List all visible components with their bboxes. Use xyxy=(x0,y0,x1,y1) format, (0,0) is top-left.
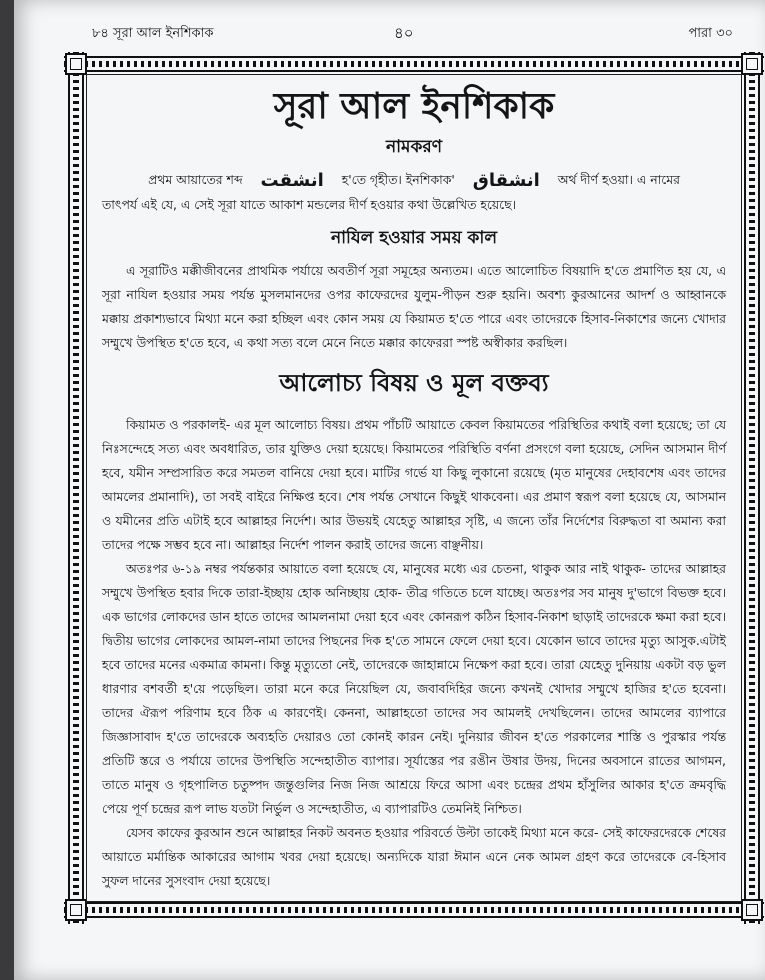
surah-title: সূরা আল ইনশিকাক xyxy=(273,85,555,127)
naming-heading: নামকরণ xyxy=(385,137,443,157)
page-number: ৪০ xyxy=(394,24,414,42)
subject-paragraph-1: কিয়ামত ও পরকালই- এর মূল আলোচ্য বিষয়। প্রথম পাঁচটি আয়াতে কেবল কিয়ামতের পরিস্থিতির কথাই বলা হয়েছে; তা যে নিঃসন্দেহে সত্য এবং অবধারিত, তার যুক্তিও দেয়া হয়েছে। কিয়ামতের পরিস্থিতি বর্ণনা প্রসংগে বলা হয়েছে, সেদিন আসমান দীর্ণ হবে, যমীন সম্প্রসারিত করে সমতল বানিয়ে দেয়া হবে। মাটির গর্ভে যা কিছু লুকানো রয়েছে (মৃত মানুষের দেহাবশেষ এবং তাদের আমলের প্রমানাদি), তা সবই বাইরে নিক্ষিপ্ত হবে। শেষ পর্যন্ত সেখানে কিছুই থাকবেনা। এর প্রমাণ স্বরূপ বলা হয়েছে যে, আসমান ও যমীনের প্রতি এটাই হবে আল্লাহর নির্দেশ। আর উভয়ই যেহেতু আল্লাহর সৃষ্টি, এ জন্যে তাঁর নির্দেশের বিরুদ্ধতা বা অমান্য করা তাদের পক্ষে সম্ভব হবে না। আল্লাহর নির্দেশ পালন করাই তাদের জন্যে বাঞ্ছনীয়। xyxy=(102,416,726,552)
book-page xyxy=(14,0,765,980)
naming-text-a: প্রথম আয়াতের শব্দ xyxy=(148,172,243,187)
arabic-word-inshaqqat: انشقت xyxy=(260,169,324,191)
subject-paragraph-3: যেসব কাফের কুরআন শুনে আল্লাহর নিকট অবনত হওয়ার পরিবর্তে উল্টা তাকেই মিথ্যা মনে করে- সেই কাফেরদেরকে শেষের আয়াতে মর্মান্তিক আকারের আগাম খবর দেয়া হয়েছে। অন্যদিকে যারা ঈমান এনে নেক আমল গ্রহণ করে তাদেরকে বে-হিসাব সুফল দানের সুসংবাদ দেয়া হয়েছে। xyxy=(102,824,726,888)
naming-line-1 xyxy=(102,168,726,193)
revelation-heading: নাযিল হওয়ার সময় কাল xyxy=(330,227,498,248)
arabic-word-inshiqaq: انشقاق xyxy=(472,169,540,191)
frame-corner-ornament xyxy=(741,899,763,921)
frame-corner-ornament xyxy=(741,53,763,75)
naming-text-c: অর্থ দীর্ণ হওয়া। এ নামের xyxy=(557,172,680,187)
naming-line-2: তাৎপর্য এই যে, এ সেই সূরা যাতে আকাশ মন্ডলের দীর্ণ হওয়ার কথা উল্লেখিত হয়েছে। xyxy=(102,196,517,212)
frame-corner-ornament xyxy=(65,899,87,921)
decorative-frame xyxy=(64,52,764,924)
frame-corner-ornament xyxy=(65,53,87,75)
subject-paragraph-2: অতঃপর ৬-১৯ নম্বর পর্যন্তকার আয়াতে বলা হয়েছে যে, মানুষের মধ্যে এর চেতনা, থাকুক আর নাই থাকুক- তাদের আল্লাহর সম্মুখে উপস্থিত হবার দিকে তারা-ইচ্ছায় হোক অনিচ্ছায় হোক- তীব্র গতিতে চলে যাচ্ছে। অতঃপর সব মানুষ দু'ভাগে বিভক্ত হবে। এক ভাগের লোকদের ডান হাতে তাদের আমলনামা দেয়া হবে এবং কোনরূপ কঠিন হিসাব-নিকাশ ছাড়াই তাদেরকে ক্ষমা করা হবে। দ্বিতীয় ভাগের লোকদের আমল-নামা তাদের পিছনের দিক হ'তে সামনে ফেলে দেয়া হবে। যেকোন ভাবে তাদের মৃত্যু আসুক.এটাই হবে তাদের মনের একমাত্র কামনা। কিন্তু মৃত্যুতো নেই, তাদেরকে জাহান্নামে নিক্ষেপ করা হবে। তারা যেহেতু দুনিয়ায় একটা বড় ভুল ধারণার বশবর্তী হ'য়ে পড়েছিল। তারা মনে করে নিয়েছিল যে, জবাবদিহির জন্যে কখনই খোদার সম্মুখে হাজির হ'তে হবেনা। তাদের ঐরূপ পরিণাম হবে ঠিক এ কারণেই। কেননা, আল্লাহতো তাদের সব আমলই দেখছিলেন। তাদের আমলের ব্যাপারে জিজ্ঞাসাবাদ হ'তে তাদেরকে অব্যহতি দেয়ারও তো কোনই কারন নেই। দুনিয়ার জীবন হ'তে পরকালের শাস্তি ও পুরস্কার পর্যন্ত প্রতিটি স্তরে ও পর্যায়ে তাদের উপস্থিতি সন্দেহাতীত ব্যাপার। সূর্যাস্তের পর রঙীন উষার উদয়, দিনের অবসানে রাতের আগমন, তাতে মানুষ ও গৃহপালিত চতুষ্পদ জন্তুগুলির নিজ নিজ আশ্রয়ে ফিরে আসা এবং চন্দ্রের প্রথম হাঁসুলির আকার হ'তে ক্রমবৃদ্ধি পেয়ে পূর্ণ চন্দ্রের রূপ লাভ যতটা নির্ভুল ও সন্দেহাতীত, এ ব্যাপারটিও তেমনিই নিশ্চিত। xyxy=(102,560,726,816)
subject-heading: আলোচ্য বিষয় ও মূল বক্তব্য xyxy=(279,367,549,397)
header-para-label: পারা ৩০ xyxy=(688,26,733,41)
naming-text-b: হ'তে গৃহীত। ইনশিকাক' xyxy=(341,172,455,187)
page-content xyxy=(102,82,726,893)
revelation-paragraph: এ সূরাটিও মক্কীজীবনের প্রাথমিক পর্যায়ে অবতীর্ণ সূরা সমূহের অন্যতম। এতে আলোচিত বিষয়াদি হ'তে প্রমাণিত হয় যে, এ সূরা নাযিল হওয়ার সময় পর্যন্ত মুসলমানদের ওপর কাফেরদের যুলুম-পীড়ন শুরু হয়নি। অবশ্য কুরআনের আদর্শ ও আহ্বানকে মক্কায় প্রকাশ্যভাবে মিথ্যা মনে করা হচ্ছিল এবং কোন সময় যে কিয়ামত হ'তে পারে এবং তাদেরকে হিসাব-নিকাশের জন্যে খোদার সম্মুখে উপস্থিত হ'তে হবে, এ কথা সত্য বলে মেনে নিতে মক্কার কাফেররা স্পষ্ট অস্বীকার করছিল। xyxy=(102,262,726,350)
header-surah-label: ৮৪ সূরা আল ইনশিকাক xyxy=(92,26,214,41)
running-header xyxy=(92,20,733,50)
frame-bottom-border xyxy=(64,902,764,918)
frame-left-border xyxy=(68,52,84,924)
frame-right-border xyxy=(744,52,760,924)
frame-top-border xyxy=(64,56,764,72)
